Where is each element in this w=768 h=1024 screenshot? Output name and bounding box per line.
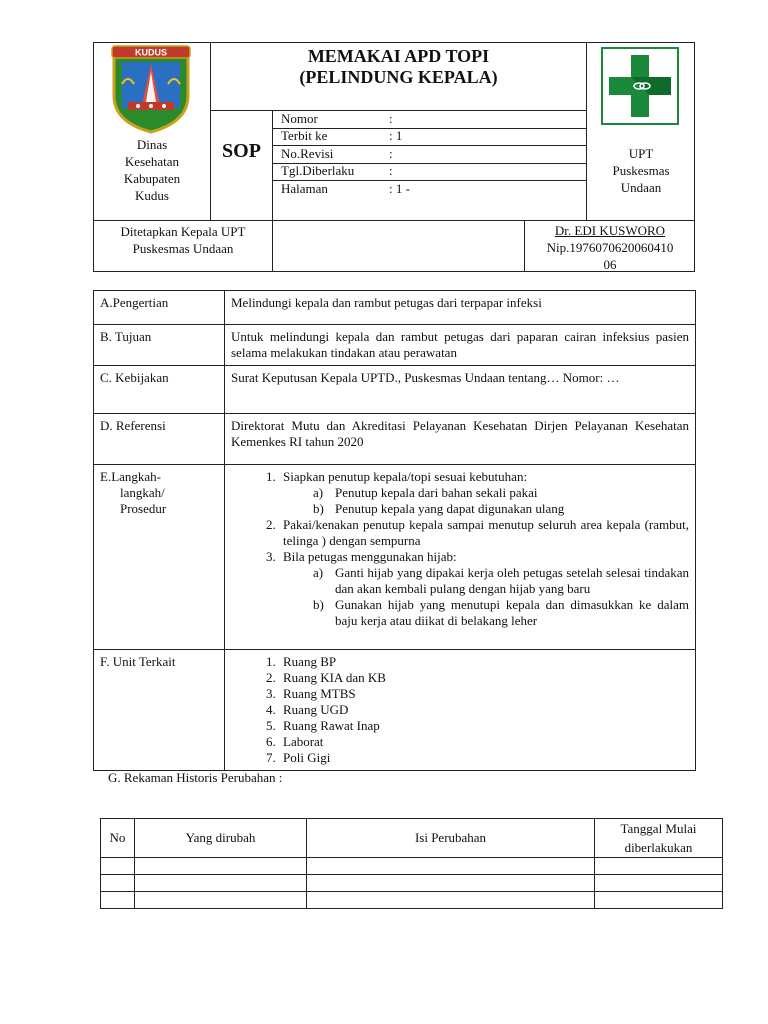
ditetapkan-label: Ditetapkan Kepala UPT Puskesmas Undaan: [120, 224, 246, 256]
referensi-label: D. Referensi: [94, 414, 225, 465]
unit-item: 6. Laborat: [279, 734, 689, 750]
step-3b: b) Gunakan hijab yang menutupi kepala dan dimasukkan ke dalam baju kerja atau diikat di belakang leher: [313, 597, 689, 628]
unit-item: 5. Ruang Rawat Inap: [279, 718, 689, 734]
kebijakan-text: Surat Keputusan Kepala UPTD., Puskesmas Undaan tentang… Nomor: …: [225, 366, 696, 414]
unit-item: 2. Ruang KIA dan KB: [279, 670, 689, 686]
col-no: No: [101, 819, 135, 858]
unit-label: F. Unit Terkait: [94, 650, 225, 771]
langkah-label: E.Langkah- langkah/ Prosedur: [94, 465, 225, 650]
step-1b: b) Penutup kepala yang dapat digunakan ulang: [313, 501, 565, 516]
col-content: Isi Perubahan: [307, 819, 595, 858]
signer-name: Dr. EDI KUSWORO: [554, 223, 666, 238]
unit-item: 3. Ruang MTBS: [279, 686, 689, 702]
row-pengertian: [94, 291, 696, 325]
table-row: [101, 858, 723, 875]
signer-nip-cont: 06: [603, 257, 617, 272]
title-line-2: (PELINDUNG KEPALA): [299, 67, 498, 87]
tujuan-label: B. Tujuan: [94, 325, 225, 366]
meta-row-tgl: Tgl.Diberlaku :: [281, 163, 393, 178]
signer-nip: Nip.1976070620060410: [546, 240, 674, 255]
unit-item: 4. Ruang UGD: [279, 702, 689, 718]
row-kebijakan: [94, 366, 696, 414]
table-row: [101, 875, 723, 892]
step-1: 1. Siapkan penutup kepala/topi sesuai kebutuhan: a) Penutup kepala dari bahan sekali pakai b) Penutup kepala yang dapat digunakan ulang: [279, 469, 689, 517]
table-row: [101, 892, 723, 909]
row-unit: [94, 650, 696, 771]
unit-list: [225, 650, 696, 771]
step-3: 3. Bila petugas menggunakan hijab: a) Ganti hijab yang dipakai kerja oleh petugas setelah selesai tindakan dan akan kembali pulang dengan hijab yang baru b) Gunakan hijab yang menutupi kepala dan dimasukkan ke dalam baju kerja atau diikat di belakang leher: [279, 549, 689, 629]
meta-row-terbit: Terbit ke : 1: [281, 128, 403, 143]
unit-item: 1. Ruang BP: [279, 654, 689, 670]
langkah-steps: [225, 465, 696, 650]
right-org-name: UPT Puskesmas Undaan: [612, 146, 670, 195]
referensi-text: Direktorat Mutu dan Akreditasi Pelayanan Kesehatan Dirjen Pelayanan Kesehatan Kemenkes RI tahun 2020: [225, 414, 696, 465]
unit-item: 7. Poli Gigi: [279, 750, 689, 766]
col-changed: Yang dirubah: [135, 819, 307, 858]
row-tujuan: [94, 325, 696, 366]
pengertian-label: A.Pengertian: [94, 291, 225, 325]
pengertian-text: Melindungi kepala dan rambut petugas dari terpapar infeksi: [225, 291, 696, 325]
meta-row-halaman: Halaman : 1 -: [281, 181, 410, 196]
meta-row-nomor: Nomor :: [281, 111, 393, 126]
left-org-name: Dinas Kesehatan Kabupaten Kudus: [123, 137, 181, 203]
tujuan-text: Untuk melindungi kepala dan rambut petugas dari paparan cairan infeksius pasien selama melakukan tindakan atau perawatan: [225, 325, 696, 366]
title-line-1: MEMAKAI APD TOPI: [307, 46, 490, 66]
history-table: [100, 818, 723, 909]
sop-body-table: [93, 290, 696, 771]
kebijakan-label: C. Kebijakan: [94, 366, 225, 414]
step-3a: a) Ganti hijab yang dipakai kerja oleh petugas setelah selesai tindakan dan akan kembali pulang dengan hijab yang baru: [313, 565, 689, 596]
step-1a: a) Penutup kepala dari bahan sekali pakai: [313, 485, 538, 500]
step-2: 2. Pakai/kenakan penutup kepala sampai menutup seluruh area kepala (rambut, telinga ) dengan sempurna: [279, 517, 689, 549]
sop-label: SOP: [222, 140, 261, 162]
puskesmas-logo: [601, 47, 679, 125]
signer-block: [526, 222, 694, 273]
row-referensi: [94, 414, 696, 465]
row-langkah: [94, 465, 696, 650]
history-title: G. Rekaman Historis Perubahan :: [108, 770, 283, 785]
history-header-row: [101, 819, 723, 858]
document-title: [211, 46, 586, 88]
kudus-logo: [108, 44, 194, 134]
meta-row-revisi: No.Revisi :: [281, 146, 393, 161]
logo-text: KUDUS: [134, 47, 168, 58]
col-date: Tanggal Mulai diberlakukan: [595, 819, 723, 858]
